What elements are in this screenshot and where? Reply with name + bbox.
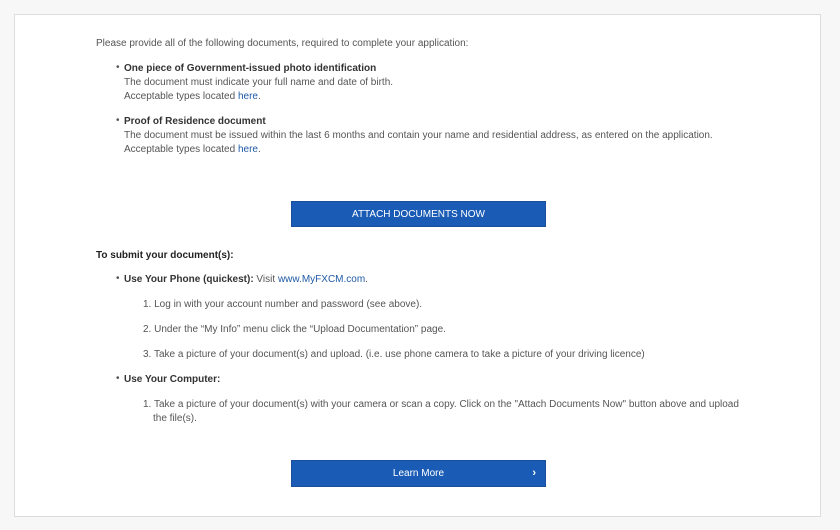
doc-residence-title: Proof of Residence document [124, 116, 266, 127]
submit-heading: To submit your document(s): [96, 250, 234, 261]
attach-documents-label: ATTACH DOCUMENTS NOW [352, 208, 485, 220]
doc-photo-id-acceptable [124, 90, 261, 103]
computer-option-title: Use Your Computer: [124, 374, 221, 385]
doc-residence-description: The document must be issued within the last 6 months and contain your name and residential address, as entered on the application. [124, 130, 713, 141]
acceptable-suffix: . [257, 91, 261, 102]
attach-documents-button[interactable] [291, 201, 546, 227]
bullet-icon: • [116, 273, 120, 284]
myfxcm-link[interactable]: www.MyFXCM.com [277, 274, 366, 285]
visit-text: Visit [253, 274, 278, 285]
doc-photo-id-description: The document must indicate your full name and date of birth. [124, 77, 394, 88]
computer-step-1: 1. Take a picture of your document(s) with your camera or scan a copy. Click on the "Attach Documents Now" button above and upload [143, 399, 739, 410]
acceptable-suffix: . [257, 144, 261, 155]
phone-step-3: 3. Take a picture of your document(s) and upload. (i.e. use phone camera to take a picture of your driving licence) [143, 349, 645, 360]
learn-more-label: Learn More [392, 468, 445, 479]
phone-step-1: 1. Log in with your account number and password (see above). [143, 299, 423, 310]
residence-types-link[interactable]: here [237, 144, 258, 155]
phone-option [124, 273, 368, 286]
bullet-icon: • [116, 115, 120, 126]
link-suffix: . [365, 274, 368, 285]
doc-photo-id-title: One piece of Government-issued photo identification [124, 63, 377, 74]
acceptable-prefix: Acceptable types located [124, 144, 238, 155]
computer-step-1-cont: the file(s). [153, 413, 197, 424]
doc-residence-acceptable [124, 143, 261, 156]
phone-option-title: Use Your Phone (quickest): [124, 274, 254, 285]
bullet-icon: • [116, 62, 120, 73]
intro-text: Please provide all of the following documents, required to complete your application: [96, 38, 469, 49]
photo-id-types-link[interactable]: here [237, 91, 258, 102]
learn-more-button[interactable] [291, 460, 546, 487]
acceptable-prefix: Acceptable types located [124, 91, 238, 102]
phone-step-2: 2. Under the “My Info” menu click the “Upload Documentation” page. [143, 324, 446, 335]
bullet-icon: • [116, 373, 120, 384]
chevron-right-icon: › [532, 467, 536, 479]
